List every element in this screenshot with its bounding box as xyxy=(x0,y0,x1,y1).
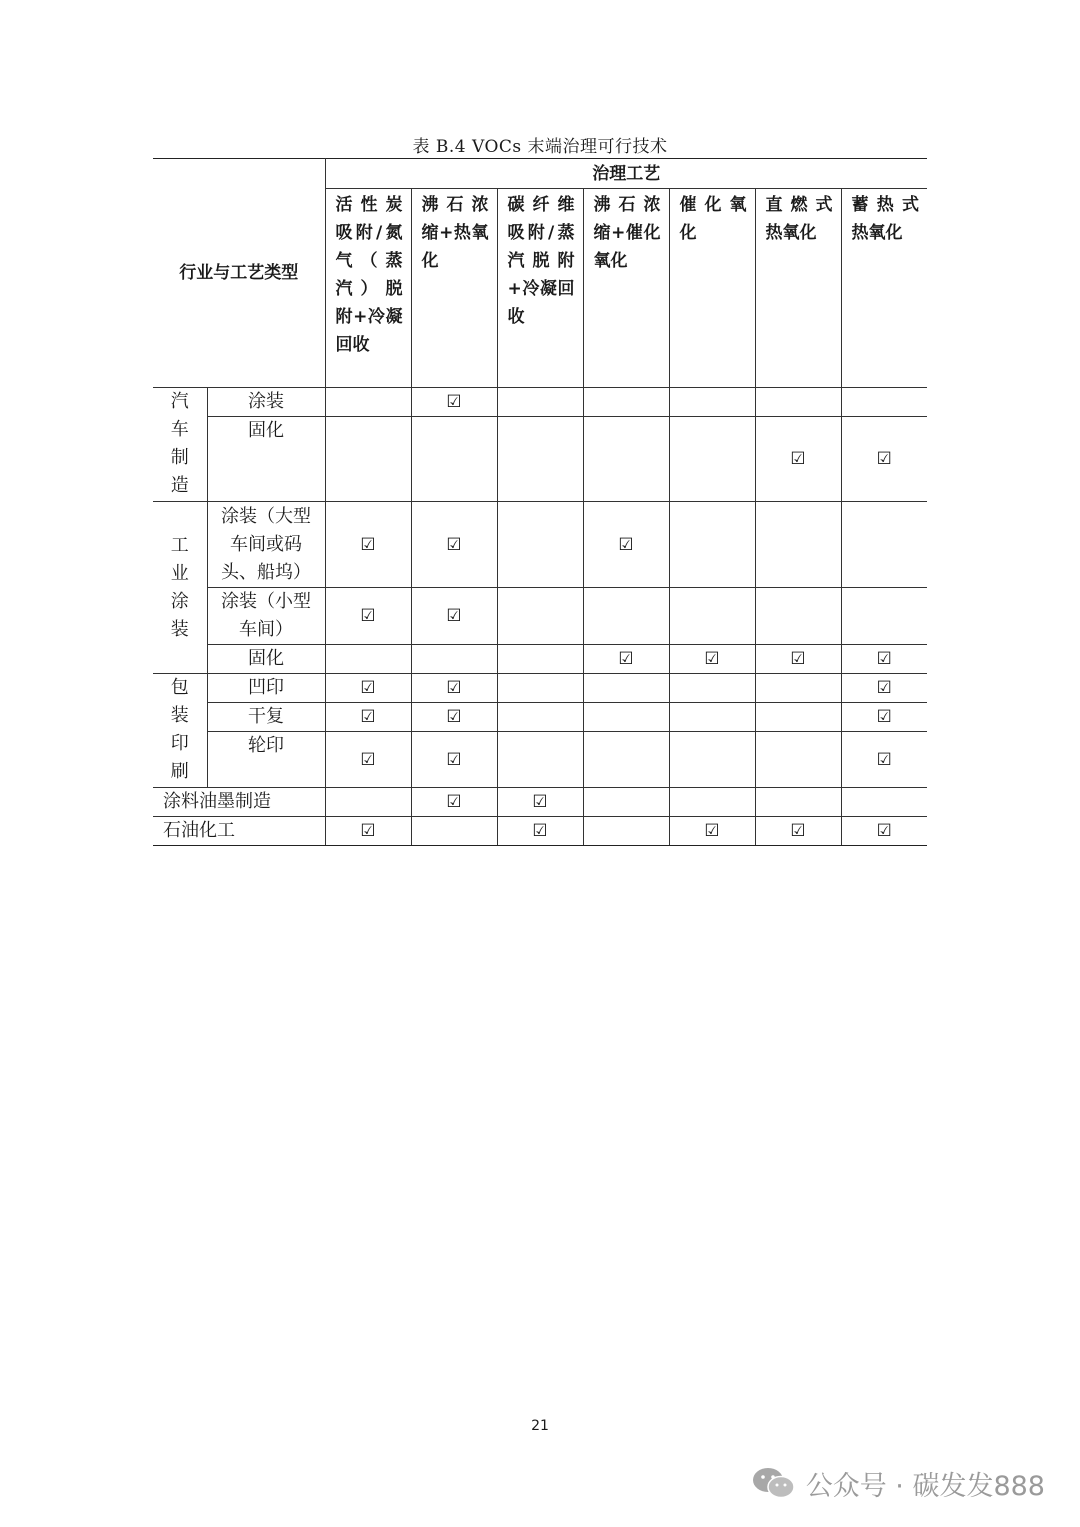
check-mark: ☑ xyxy=(583,645,669,674)
row-label: 固化 xyxy=(207,645,325,674)
check-mark: ☑ xyxy=(755,417,841,502)
method-header: 蓄热式热氧化 xyxy=(841,189,927,388)
check-mark: ☑ xyxy=(755,817,841,846)
voc-technology-table xyxy=(153,158,927,846)
method-header: 直燃式热氧化 xyxy=(755,189,841,388)
row-label: 涂装 xyxy=(207,388,325,417)
check-mark: ☑ xyxy=(841,817,927,846)
check-mark: ☑ xyxy=(325,502,411,588)
process-header: 治理工艺 xyxy=(325,159,927,189)
row-label: 涂料油墨制造 xyxy=(153,788,325,817)
row-label: 轮印 xyxy=(207,732,325,788)
row-label: 凹印 xyxy=(207,674,325,703)
check-mark: ☑ xyxy=(411,732,497,788)
check-mark: ☑ xyxy=(583,502,669,588)
check-mark: ☑ xyxy=(411,674,497,703)
check-mark: ☑ xyxy=(841,703,927,732)
check-mark: ☑ xyxy=(669,645,755,674)
watermark xyxy=(752,1463,1045,1503)
check-mark: ☑ xyxy=(411,588,497,645)
check-mark: ☑ xyxy=(325,588,411,645)
check-mark: ☑ xyxy=(841,674,927,703)
page-number: 21 xyxy=(531,1418,549,1434)
row-label: 石油化工 xyxy=(153,817,325,846)
check-mark: ☑ xyxy=(841,645,927,674)
group-auto: 汽车制造 xyxy=(153,388,207,502)
check-mark: ☑ xyxy=(841,732,927,788)
check-mark: ☑ xyxy=(325,732,411,788)
check-mark: ☑ xyxy=(755,645,841,674)
check-mark: ☑ xyxy=(325,817,411,846)
table-caption: 表 B.4 VOCs 末端治理可行技术 xyxy=(412,137,668,157)
group-packaging: 包装印刷 xyxy=(153,674,207,788)
check-mark: ☑ xyxy=(325,674,411,703)
check-mark: ☑ xyxy=(411,703,497,732)
row-label: 涂装（小型车间） xyxy=(207,588,325,645)
method-header: 沸石浓缩+热氧化 xyxy=(411,189,497,388)
check-mark: ☑ xyxy=(411,502,497,588)
industry-header: 行业与工艺类型 xyxy=(153,159,325,388)
check-mark: ☑ xyxy=(841,417,927,502)
method-header: 催化氧化 xyxy=(669,189,755,388)
group-industrial: 工业涂装 xyxy=(153,502,207,674)
check-mark: ☑ xyxy=(325,703,411,732)
check-mark: ☑ xyxy=(411,788,497,817)
watermark-text: 公众号 · 碳发发888 xyxy=(805,1470,1045,1502)
wechat-icon xyxy=(752,1466,796,1500)
check-mark: ☑ xyxy=(669,817,755,846)
check-mark: ☑ xyxy=(497,817,583,846)
method-header: 活性炭吸附/氮气（蒸汽）脱附+冷凝回收 xyxy=(325,189,411,388)
row-label: 干复 xyxy=(207,703,325,732)
method-header: 碳纤维吸附/蒸汽脱附+冷凝回收 xyxy=(497,189,583,388)
check-mark: ☑ xyxy=(411,388,497,417)
check-mark: ☑ xyxy=(497,788,583,817)
row-label: 涂装（大型车间或码头、船坞） xyxy=(207,502,325,588)
row-label: 固化 xyxy=(207,417,325,502)
method-header: 沸石浓缩+催化氧化 xyxy=(583,189,669,388)
